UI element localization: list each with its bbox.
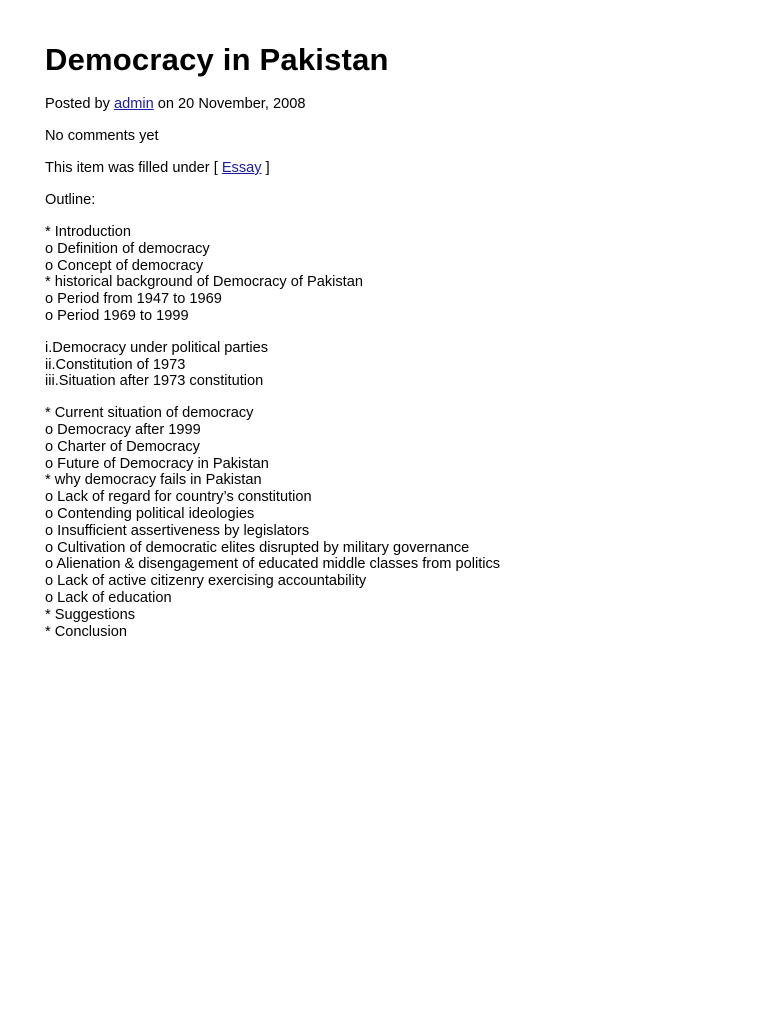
comments-count: No comments yet [45, 128, 159, 144]
outline-line: * Current situation of democracy [45, 405, 254, 422]
outline-line: o Period 1969 to 1999 [45, 307, 189, 324]
filed-prefix: This item was filled under [ [45, 160, 222, 176]
outline-line: o Insufficient assertiveness by legislators [45, 522, 310, 539]
author-link[interactable]: admin [113, 96, 154, 112]
filed-under [45, 160, 745, 177]
post-article [45, 38, 745, 640]
outline-group-1 [45, 224, 745, 325]
outline-group-2 [45, 340, 745, 390]
outline-line: o Lack of active citizenry exercising accountability [45, 573, 367, 590]
outline-line: o Lack of regard for country’s constitution [45, 489, 312, 506]
outline-line: * historical background of Democracy of Pakistan [45, 274, 363, 291]
outline-group-3 [45, 405, 745, 640]
outline-line: ii.Constitution of 1973 [45, 356, 186, 373]
outline-line: * Conclusion [45, 623, 127, 640]
outline-label: Outline: [45, 192, 96, 208]
outline-line: * why democracy fails in Pakistan [45, 472, 262, 489]
filed-suffix: ] [261, 160, 270, 176]
outline-line: o Lack of education [45, 589, 172, 606]
outline-line: i.Democracy under political parties [45, 339, 269, 356]
outline-line: o Contending political ideologies [45, 505, 255, 522]
post-byline [45, 96, 745, 113]
category-link[interactable]: Essay [221, 160, 262, 176]
outline-line: * Introduction [45, 224, 131, 240]
outline-line: o Cultivation of democratic elites disrupted by military governance [45, 539, 470, 556]
outline-line: o Future of Democracy in Pakistan [45, 455, 269, 472]
outline-line: o Charter of Democracy [45, 438, 200, 455]
outline-line: o Democracy after 1999 [45, 421, 201, 438]
byline-date: on 20 November, 2008 [153, 96, 306, 112]
outline-line: * Suggestions [45, 606, 136, 623]
outline-line: o Concept of democracy [45, 257, 204, 274]
outline-line: o Period from 1947 to 1969 [45, 291, 222, 308]
outline-line: o Definition of democracy [45, 240, 210, 257]
post-title: Democracy in Pakistan [45, 42, 389, 77]
byline-prefix: Posted by [45, 96, 114, 112]
outline-line: o Alienation & disengagement of educated middle classes from politics [45, 556, 501, 573]
outline-line: iii.Situation after 1973 constitution [45, 373, 264, 390]
